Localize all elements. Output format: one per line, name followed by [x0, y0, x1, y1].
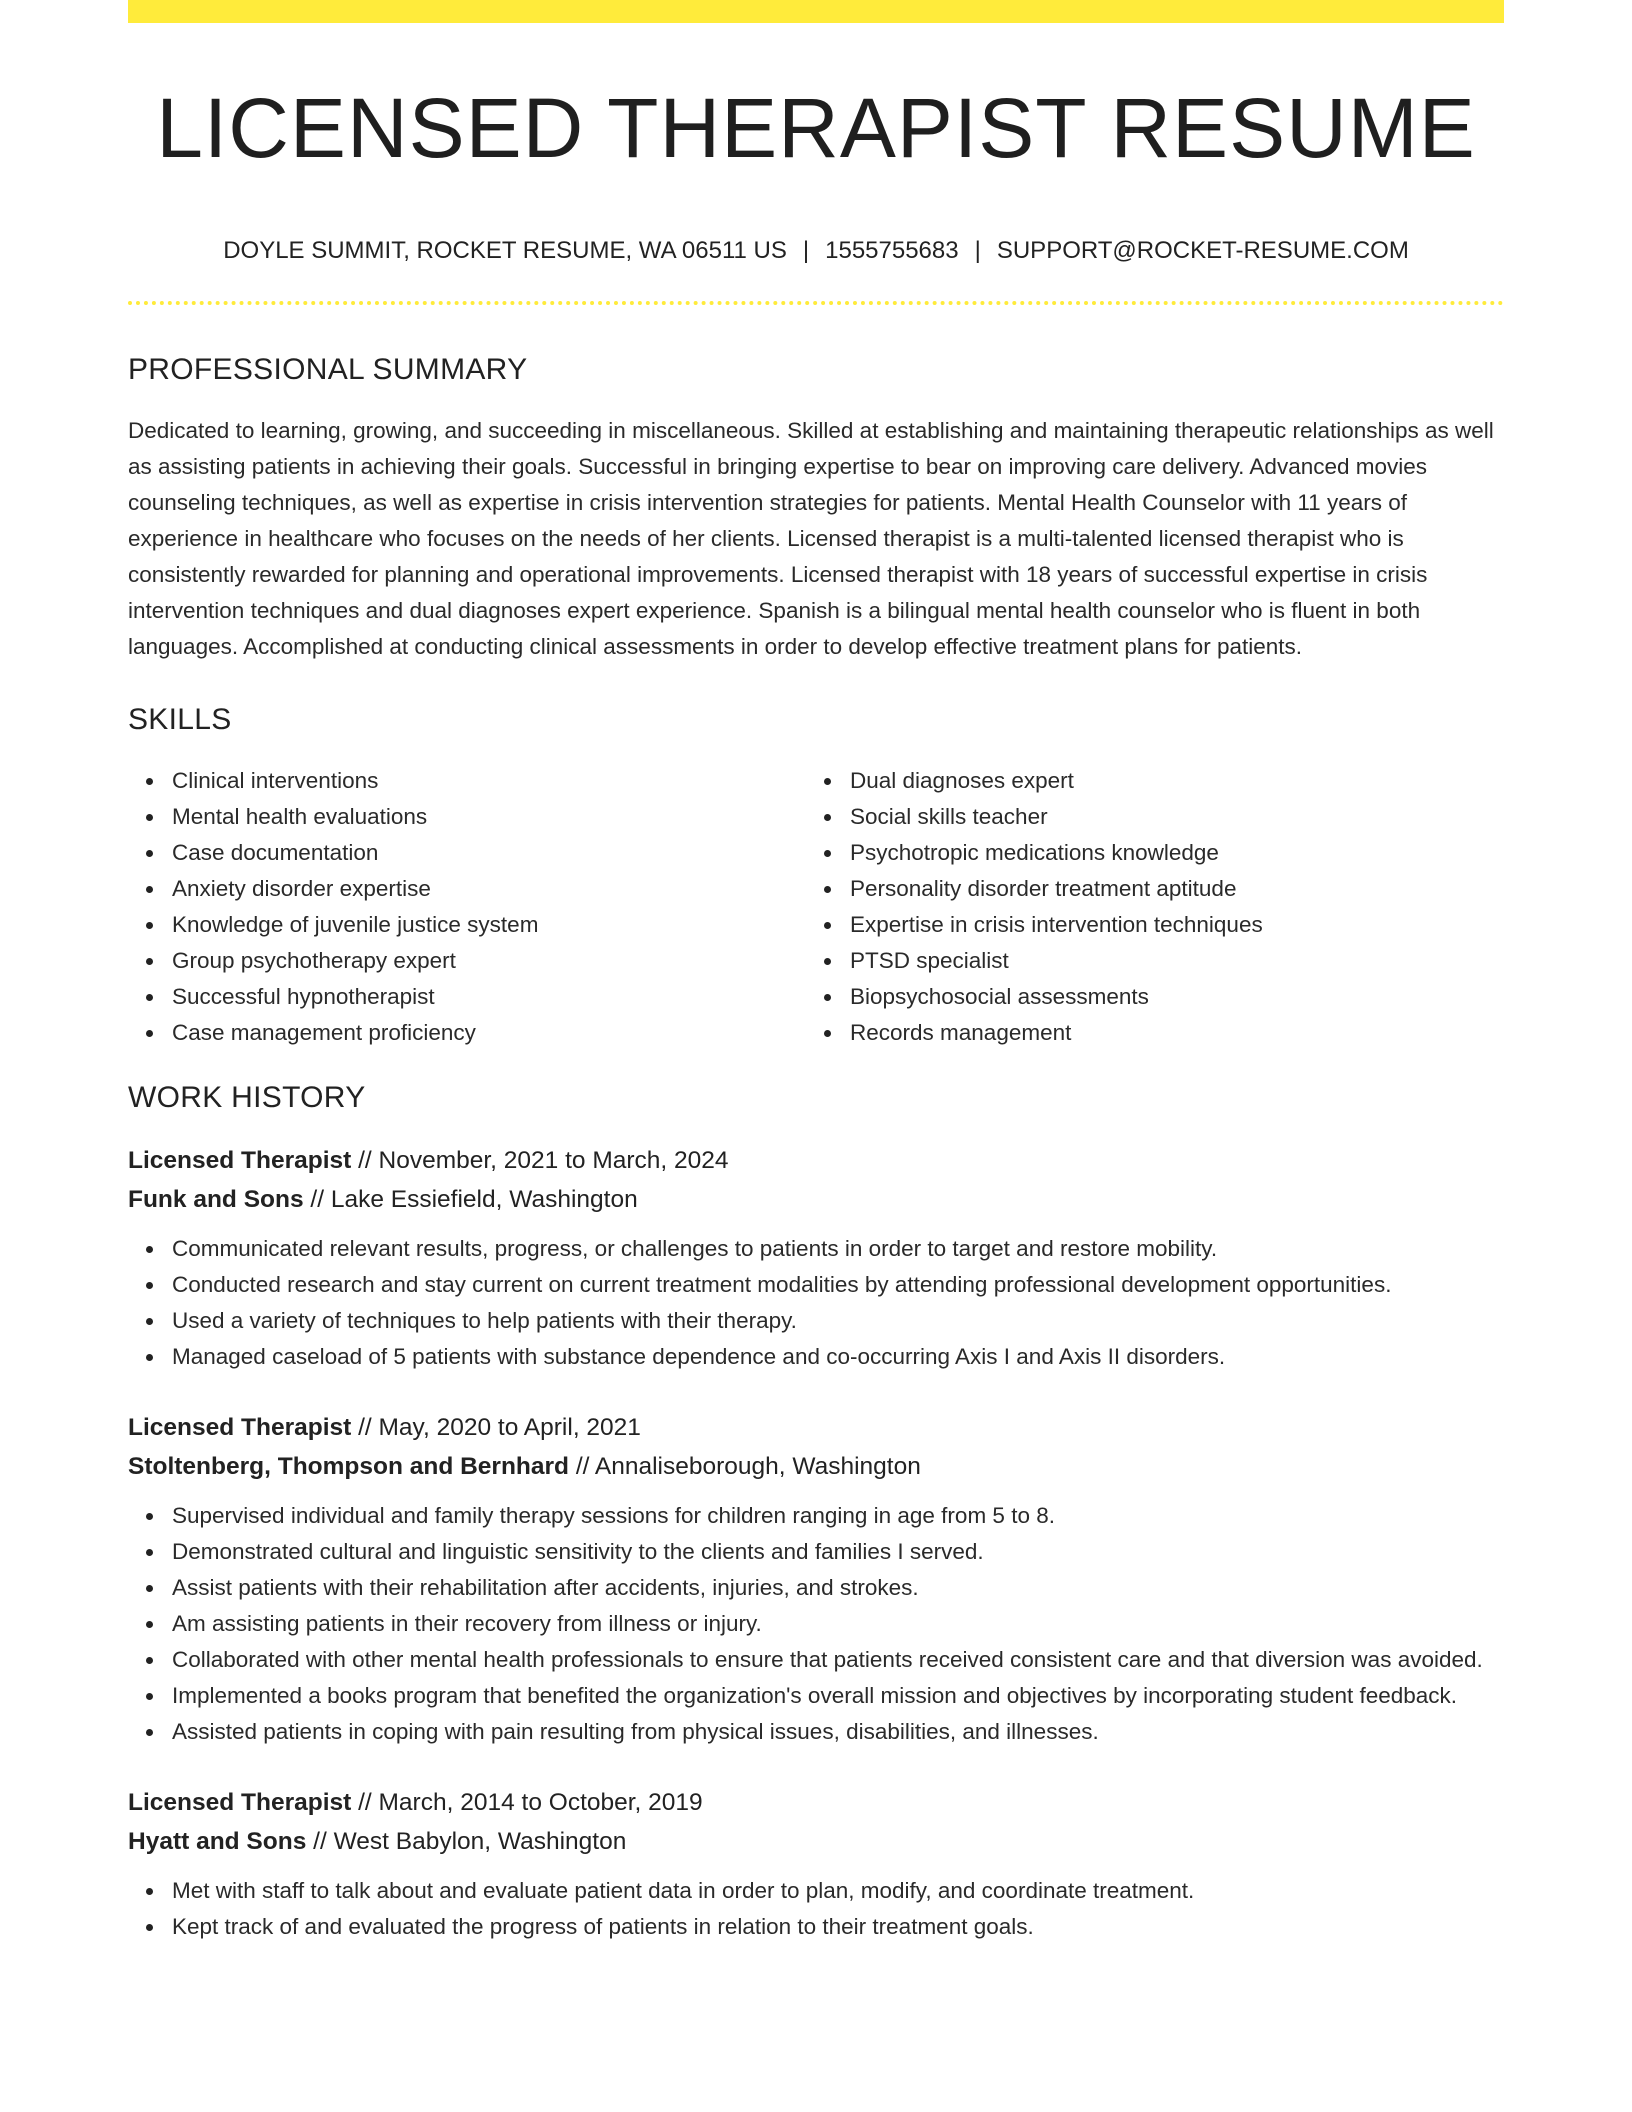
contact-separator: | — [974, 237, 981, 264]
job-dates: // November, 2021 to March, 2024 — [351, 1147, 729, 1174]
contact-line — [128, 237, 1504, 265]
skill-item: Social skills teacher — [850, 799, 1484, 835]
work-history-heading: WORK HISTORY — [128, 1081, 366, 1114]
job-company: Stoltenberg, Thompson and Bernhard — [128, 1453, 570, 1480]
summary-text: Dedicated to learning, growing, and succeeding in miscellaneous. Skilled at establishing and maintaining therapeutic relationships as well as assisting patients in achieving their goals. Successful in bringing expertise to bear on improving care delivery. Advanced movies counseling techniques, as well as expertise in crisis intervention strategies for patients. Mental Health Counselor with 11 years of experience in healthcare who focuses on the needs of her clients. Licensed therapist is a multi-talented licensed therapist who is consistently rewarded for planning and operational improvements. Licensed therapist with 18 years of successful expertise in crisis intervention techniques and dual diagnoses expert experience. Spanish is a bilingual mental health counselor who is fluent in both languages. Accomplished at conducting clinical assessments in order to develop effective treatment plans for patients. — [128, 418, 1494, 659]
job-bullet: Demonstrated cultural and linguistic sensitivity to the clients and families I served. — [172, 1534, 1504, 1570]
job-bullet: Kept track of and evaluated the progress of patients in relation to their treatment goals. — [172, 1909, 1504, 1945]
skill-item: Psychotropic medications knowledge — [850, 835, 1484, 871]
skill-item: Clinical interventions — [172, 763, 806, 799]
summary-heading: PROFESSIONAL SUMMARY — [128, 353, 528, 386]
skill-item: Mental health evaluations — [172, 799, 806, 835]
skill-item: Expertise in crisis intervention techniques — [850, 907, 1484, 943]
contact-address: DOYLE SUMMIT, ROCKET RESUME, WA 06511 US — [223, 237, 787, 264]
job-bullet: Supervised individual and family therapy sessions for children ranging in age from 5 to 8. — [172, 1498, 1504, 1534]
contact-separator: | — [802, 237, 810, 264]
job-bullet: Implemented a books program that benefited the organization's overall mission and objectives by incorporating student feedback. — [172, 1678, 1504, 1714]
resume-title: LICENSED THERAPIST RESUME — [156, 81, 1476, 175]
job-entry — [128, 1408, 1504, 1750]
skills-column-left — [128, 763, 806, 1051]
skill-item: Case management proficiency — [172, 1015, 806, 1051]
job-title: Licensed Therapist — [128, 1789, 352, 1816]
skill-item: Anxiety disorder expertise — [172, 871, 806, 907]
job-bullet: Assist patients with their rehabilitation after accidents, injuries, and strokes. — [172, 1570, 1504, 1606]
skills-column-right — [806, 763, 1484, 1051]
job-title-line — [128, 1141, 1504, 1180]
skill-item: Records management — [850, 1015, 1484, 1051]
skill-item: Case documentation — [172, 835, 806, 871]
top-accent-bar — [128, 0, 1504, 23]
contact-phone[interactable]: 1555755683 — [825, 237, 959, 264]
resume-page — [128, 0, 1504, 1945]
skill-item: Successful hypnotherapist — [172, 979, 806, 1015]
job-dates: // March, 2014 to October, 2019 — [351, 1789, 703, 1816]
job-title: Licensed Therapist — [128, 1147, 352, 1174]
skills-heading: SKILLS — [128, 703, 232, 736]
job-bullet: Met with staff to talk about and evaluate patient data in order to plan, modify, and coordinate treatment. — [172, 1873, 1504, 1909]
skill-item: Knowledge of juvenile justice system — [172, 907, 806, 943]
skill-item: Personality disorder treatment aptitude — [850, 871, 1484, 907]
skill-item: Biopsychosocial assessments — [850, 979, 1484, 1015]
job-bullet: Collaborated with other mental health professionals to ensure that patients received consistent care and that diversion was avoided. — [172, 1642, 1504, 1678]
job-location: // West Babylon, Washington — [306, 1828, 627, 1855]
job-bullet: Assisted patients in coping with pain resulting from physical issues, disabilities, and illnesses. — [172, 1714, 1504, 1750]
job-location: // Lake Essiefield, Washington — [303, 1186, 638, 1213]
skill-item: Group psychotherapy expert — [172, 943, 806, 979]
job-company: Funk and Sons — [128, 1186, 304, 1213]
job-company-line — [128, 1180, 1504, 1219]
job-bullets — [128, 1873, 1504, 1945]
job-bullet: Managed caseload of 5 patients with substance dependence and co-occurring Axis I and Axis II disorders. — [172, 1339, 1504, 1375]
job-bullets — [128, 1231, 1504, 1375]
job-company-line — [128, 1447, 1504, 1486]
skill-item: PTSD specialist — [850, 943, 1484, 979]
dotted-divider — [128, 301, 1504, 305]
job-company-line — [128, 1822, 1504, 1861]
skill-item: Dual diagnoses expert — [850, 763, 1484, 799]
job-bullet: Conducted research and stay current on current treatment modalities by attending professional development opportunities. — [172, 1267, 1504, 1303]
job-dates: // May, 2020 to April, 2021 — [351, 1414, 641, 1441]
job-title: Licensed Therapist — [128, 1414, 352, 1441]
job-company: Hyatt and Sons — [128, 1828, 307, 1855]
job-title-line — [128, 1408, 1504, 1447]
skills-list — [128, 763, 1504, 1051]
job-bullets — [128, 1498, 1504, 1750]
job-entry — [128, 1783, 1504, 1945]
contact-email[interactable]: SUPPORT@ROCKET-RESUME.COM — [996, 237, 1409, 264]
job-title-line — [128, 1783, 1504, 1822]
job-bullet: Communicated relevant results, progress, or challenges to patients in order to target and restore mobility. — [172, 1231, 1504, 1267]
job-bullet: Am assisting patients in their recovery from illness or injury. — [172, 1606, 1504, 1642]
job-entry — [128, 1141, 1504, 1375]
job-bullet: Used a variety of techniques to help patients with their therapy. — [172, 1303, 1504, 1339]
job-location: // Annaliseborough, Washington — [569, 1453, 921, 1480]
